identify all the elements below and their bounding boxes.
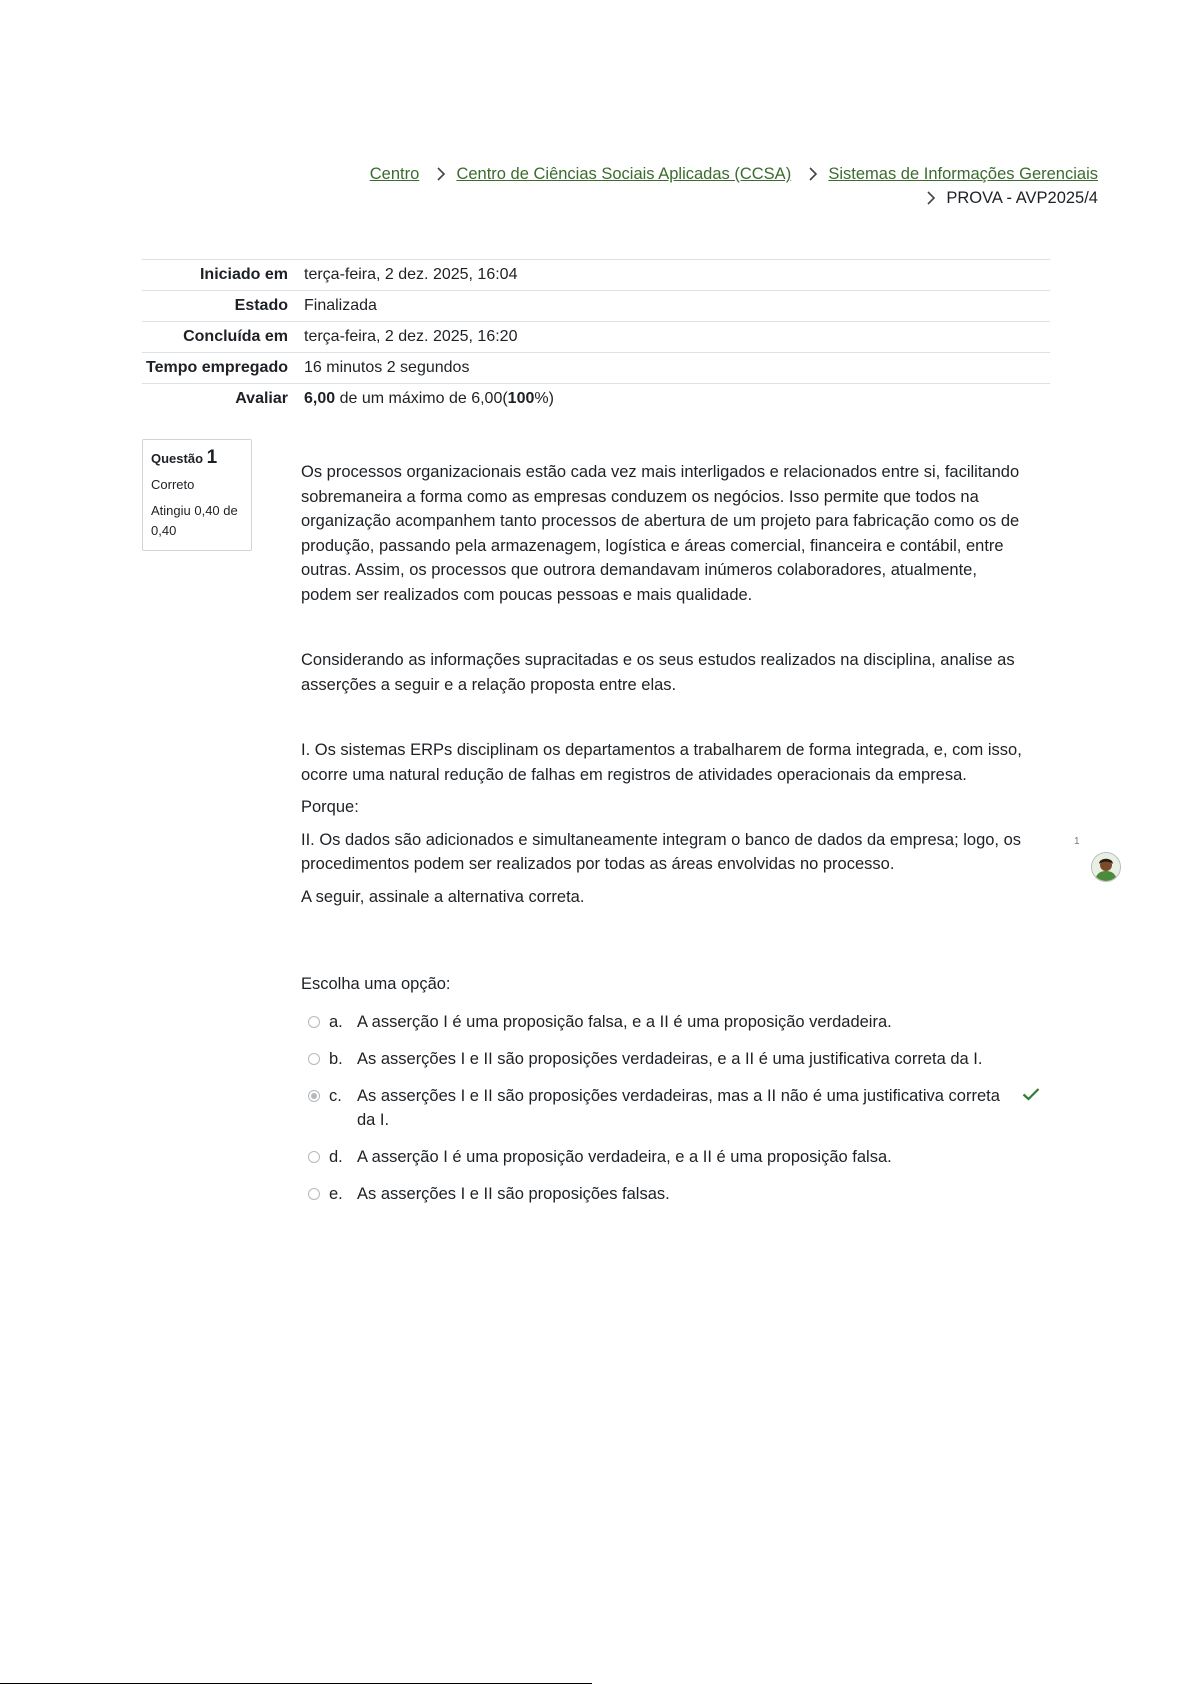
answer-prompt: Escolha uma opção:: [301, 975, 451, 993]
chevron-right-icon: [922, 186, 936, 210]
summary-row: [142, 353, 1050, 384]
attempt-summary-table: [142, 259, 1050, 414]
notification-badge: 1: [1074, 836, 1080, 847]
summary-value: terça-feira, 2 dez. 2025, 16:20: [304, 328, 518, 345]
grade-percent: 100: [507, 390, 535, 407]
option-text: As asserções I e II são proposições falsas.: [357, 1185, 670, 1203]
summary-row: [142, 322, 1050, 353]
assertion-1: I. Os sistemas ERPs disciplinam os departamentos a trabalharem de forma integrada, e, com isso, ocorre uma natural redução de falhas em registros de atividades operacionais da empresa.: [301, 741, 1022, 784]
option-letter: d.: [329, 1148, 343, 1166]
breadcrumb-course[interactable]: Sistemas de Informações Gerenciais: [828, 165, 1098, 183]
answer-option-e[interactable]: [308, 1182, 1048, 1206]
option-text: As asserções I e II são proposições verdadeiras, e a II é uma justificativa correta da I.: [357, 1050, 983, 1068]
summary-row: [142, 260, 1050, 291]
breadcrumb: [370, 162, 1098, 210]
breadcrumb-current: PROVA - AVP2025/4: [946, 189, 1098, 207]
answer-option-a[interactable]: [308, 1010, 1048, 1034]
question-title: Questão: [151, 451, 204, 466]
question-number: 1: [206, 447, 218, 468]
option-letter: c.: [329, 1087, 342, 1105]
chevron-right-icon: [804, 162, 818, 186]
radio-button[interactable]: [308, 1053, 320, 1065]
answer-option-c[interactable]: [308, 1084, 1048, 1132]
grade-text: de um máximo de 6,00(: [335, 390, 508, 407]
question-points: Atingiu 0,40 de 0,40: [151, 503, 238, 538]
summary-row: [142, 291, 1050, 322]
question-text: [301, 460, 1031, 909]
user-avatar-icon: [1092, 853, 1120, 881]
answer-options: [308, 1010, 1048, 1219]
summary-label: Concluída em: [183, 328, 288, 345]
grade-text-end: %): [534, 390, 554, 407]
option-letter: b.: [329, 1050, 343, 1068]
option-letter: a.: [329, 1013, 343, 1031]
option-text: A asserção I é uma proposição falsa, e a II é uma proposição verdadeira.: [357, 1013, 892, 1031]
grade-value: [304, 384, 1050, 415]
summary-label: Iniciado em: [199, 266, 288, 283]
breadcrumb-centro[interactable]: Centro: [369, 165, 420, 183]
summary-label: Tempo empregado: [146, 359, 288, 376]
answer-option-b[interactable]: [308, 1047, 1048, 1071]
radio-button[interactable]: [308, 1151, 320, 1163]
option-text: A asserção I é uma proposição verdadeira, e a II é uma proposição falsa.: [357, 1148, 892, 1166]
answer-option-d[interactable]: [308, 1145, 1048, 1169]
avatar[interactable]: [1091, 852, 1121, 882]
breadcrumb-ccsa[interactable]: Centro de Ciências Sociais Aplicadas (CCSA): [456, 165, 792, 183]
question-paragraph: Os processos organizacionais estão cada vez mais interligados e relacionados entre si, facilitando sobremaneira a forma como as empresas conduzem os negócios. Isso permite que todos na organização acompanhem tanto processos de abertura de um projeto para fabricação como os de produção, passando pela armazenagem, logística e áreas comercial, financeira e contábil, entre outras. Assim, os processos que outrora demandavam inúmeros colaboradores, atualmente, podem ser realizados com poucas pessoas e mais qualidade.: [301, 463, 1020, 604]
summary-row-grade: [142, 384, 1050, 415]
question-status: Correto: [151, 477, 195, 492]
option-letter: e.: [329, 1185, 343, 1203]
check-icon: [1022, 1084, 1048, 1108]
question-paragraph: Porque:: [301, 798, 359, 816]
radio-button-selected[interactable]: [308, 1090, 320, 1102]
chevron-right-icon: [432, 162, 446, 186]
summary-value: Finalizada: [304, 297, 377, 314]
summary-label: Avaliar: [235, 390, 288, 407]
radio-button[interactable]: [308, 1016, 320, 1028]
grade-score: 6,00: [304, 390, 336, 407]
summary-value: 16 minutos 2 segundos: [304, 359, 470, 376]
question-paragraph: Considerando as informações supracitadas e os seus estudos realizados na disciplina, analise as asserções a seguir e a relação proposta entre elas.: [301, 651, 1015, 694]
footer-divider: [0, 1683, 592, 1684]
summary-value: terça-feira, 2 dez. 2025, 16:04: [304, 266, 518, 283]
assertion-2: II. Os dados são adicionados e simultaneamente integram o banco de dados da empresa; logo, os procedimentos podem ser realizados por todas as áreas envolvidas no processo.: [301, 830, 1022, 873]
option-text: As asserções I e II são proposições verdadeiras, mas a II não é uma justificativa correta da I.: [357, 1087, 1000, 1129]
radio-button[interactable]: [308, 1188, 320, 1200]
summary-label: Estado: [234, 297, 288, 314]
question-info: [142, 439, 252, 551]
question-paragraph: A seguir, assinale a alternativa correta.: [301, 887, 585, 906]
